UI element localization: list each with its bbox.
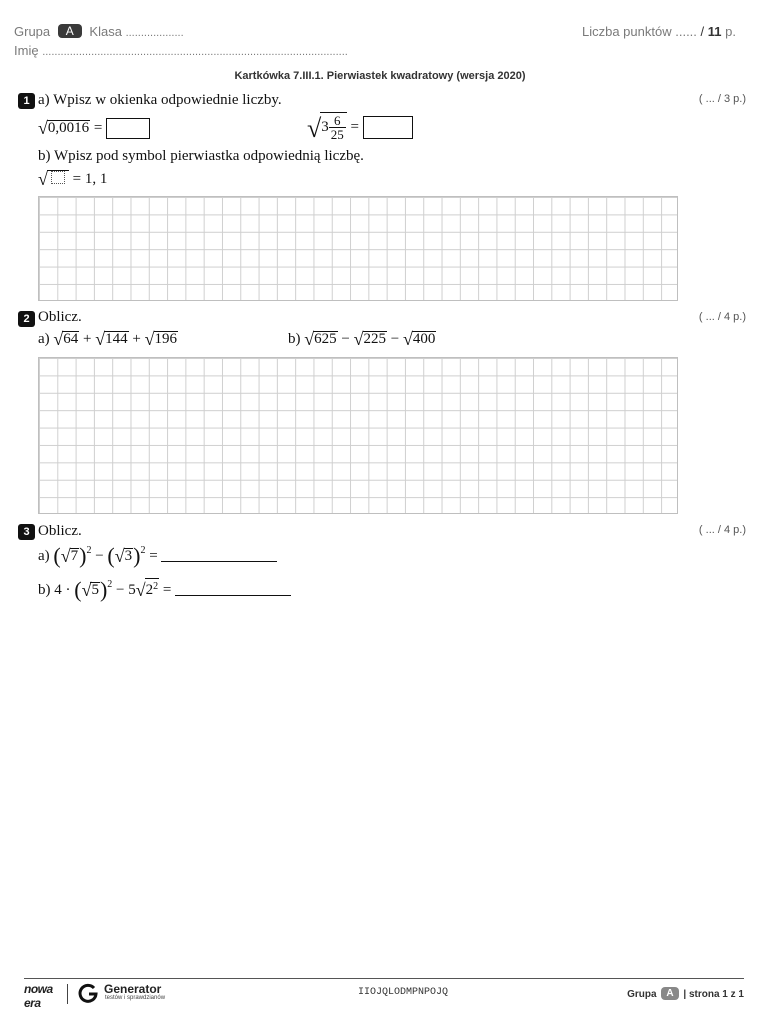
sqrt-symbol: √ <box>135 580 146 600</box>
q1-eq1: = <box>93 120 103 136</box>
q3-b-answer-line[interactable] <box>175 595 291 596</box>
paren-close: ) <box>133 543 141 568</box>
class-label: Klasa <box>89 24 122 39</box>
name-field <box>14 43 348 58</box>
page-title: Kartkówka 7.III.1. Pierwiastek kwadratowy (wersja 2020) <box>234 70 526 82</box>
q3-b-r1: 5 <box>91 582 99 598</box>
q1-part-b-expr <box>38 169 107 190</box>
q2-a-r3: 196 <box>154 331 178 347</box>
q2-answer-grid[interactable] <box>38 357 678 514</box>
generator-name: Generator <box>104 982 162 996</box>
generator-subtitle: testów i sprawdzianów <box>105 995 166 1001</box>
nowa-era-logo-text: nowa era <box>24 982 53 1010</box>
q3-b-r2-wrap <box>145 578 160 598</box>
q3-a-eq: = <box>149 548 158 564</box>
q1-expr1-radicand: 0,0016 <box>47 120 90 136</box>
points-dots: ...... <box>675 24 697 39</box>
paren-open: ( <box>53 543 61 568</box>
q1-part-a-text: a) Wpisz w okienka odpowiednie liczby. <box>38 92 282 108</box>
paren-close: ) <box>79 543 87 568</box>
q2-b-op2: − <box>390 331 400 347</box>
points-unit: p. <box>725 24 736 39</box>
q3-a-answer-line[interactable] <box>161 561 277 562</box>
q3-b-op: − 5 <box>116 582 136 598</box>
q3-a-exp2: 2 <box>140 545 146 556</box>
q1-expr2-den: 25 <box>330 127 344 142</box>
q1-number: 1 <box>18 93 35 109</box>
points-sep: / <box>700 24 705 39</box>
q3-b-label: b) <box>38 582 51 598</box>
sqrt-symbol: √ <box>95 329 106 349</box>
group-badge: A <box>58 24 82 38</box>
footer-group-label: Grupa <box>627 989 657 1000</box>
sqrt-symbol: √ <box>38 169 48 189</box>
points-field <box>582 24 736 39</box>
sqrt-symbol: √ <box>114 546 125 566</box>
q3-b-r2: 2 <box>145 582 154 598</box>
q3-a-label: a) <box>38 548 50 564</box>
sqrt-symbol: √ <box>402 329 413 349</box>
q2-b-r1: 625 <box>314 331 337 347</box>
q2-part-b <box>288 329 436 350</box>
q3-part-b <box>38 577 291 603</box>
sqrt-symbol: √ <box>81 580 92 600</box>
q1-points: ( ... / 3 p.) <box>698 93 746 105</box>
q2-a-op2: + <box>132 331 141 347</box>
paren-close: ) <box>99 577 108 602</box>
q1-part-b-answer-box[interactable] <box>51 171 65 184</box>
name-label: Imię <box>14 43 39 58</box>
q1-expr1 <box>38 118 150 139</box>
q1-expr2-radicand <box>320 112 347 141</box>
q3-text: Oblicz. <box>38 523 82 539</box>
sqrt-symbol: √ <box>353 329 364 349</box>
q2-number: 2 <box>18 311 35 327</box>
q1-expr2-whole: 3 <box>321 119 329 135</box>
q3-a-exp1: 2 <box>86 545 92 556</box>
q1-part-b-result: = 1, 1 <box>72 171 108 187</box>
sqrt-symbol: √ <box>144 329 155 349</box>
q1-part-b-radicand <box>47 170 69 187</box>
q2-b-label: b) <box>288 331 301 347</box>
q3-points: ( ... / 4 p.) <box>698 524 746 536</box>
q2-text: Oblicz. <box>38 309 82 325</box>
q2-points: ( ... / 4 p.) <box>698 311 746 323</box>
q2-a-op1: + <box>83 331 92 347</box>
q3-b-r2-exp: 2 <box>153 581 159 592</box>
q1-eq2: = <box>350 119 359 135</box>
q2-a-label: a) <box>38 331 50 347</box>
q1-answer-box-1[interactable] <box>106 118 150 139</box>
sqrt-symbol: √ <box>304 329 315 349</box>
header-left <box>14 24 184 39</box>
points-label: Liczba punktów <box>581 24 672 39</box>
footer-page-text: | strona 1 z 1 <box>683 989 744 1000</box>
q3-b-eq: = <box>162 582 172 598</box>
sqrt-symbol: √ <box>38 118 48 138</box>
footer-divider <box>24 978 744 979</box>
paren-open: ( <box>107 543 115 568</box>
q1-expr2 <box>307 112 413 144</box>
q1-part-b-text: b) Wpisz pod symbol pierwiastka odpowiednią liczbę. <box>38 148 364 164</box>
sqrt-symbol: √ <box>60 546 71 566</box>
paren-open: ( <box>74 577 82 602</box>
q3-b-coef: 4 · <box>54 582 71 598</box>
footer-page-info <box>627 987 744 1000</box>
q2-b-op1: − <box>341 331 350 347</box>
q1-expr2-fraction <box>329 114 346 141</box>
q3-a-r1: 7 <box>70 548 79 564</box>
q3-a-r2: 3 <box>124 548 133 564</box>
q1-expr2-num: 6 <box>329 114 346 128</box>
sqrt-symbol: √ <box>307 113 322 143</box>
q3-number: 3 <box>18 524 35 540</box>
q2-part-a <box>38 329 178 350</box>
q2-a-r1: 64 <box>63 331 79 347</box>
name-dots[interactable]: .................................................................................................... <box>42 46 348 58</box>
q2-a-r2: 144 <box>105 331 128 347</box>
q2-b-r2: 225 <box>363 331 386 347</box>
q3-part-a <box>38 543 277 569</box>
q3-a-op: − <box>95 548 104 564</box>
class-field[interactable]: ................... <box>125 27 184 39</box>
q2-b-r3: 400 <box>412 331 436 347</box>
footer-group-badge: A <box>661 987 678 1000</box>
sqrt-symbol: √ <box>53 329 64 349</box>
group-label: Grupa <box>14 24 51 39</box>
points-total: 11 <box>707 24 722 39</box>
document-code: IIOJQLODMPNPOJQ <box>357 987 448 998</box>
q3-b-exp1: 2 <box>107 579 113 590</box>
q1-answer-grid[interactable] <box>38 196 678 301</box>
q1-answer-box-2[interactable] <box>363 116 413 139</box>
